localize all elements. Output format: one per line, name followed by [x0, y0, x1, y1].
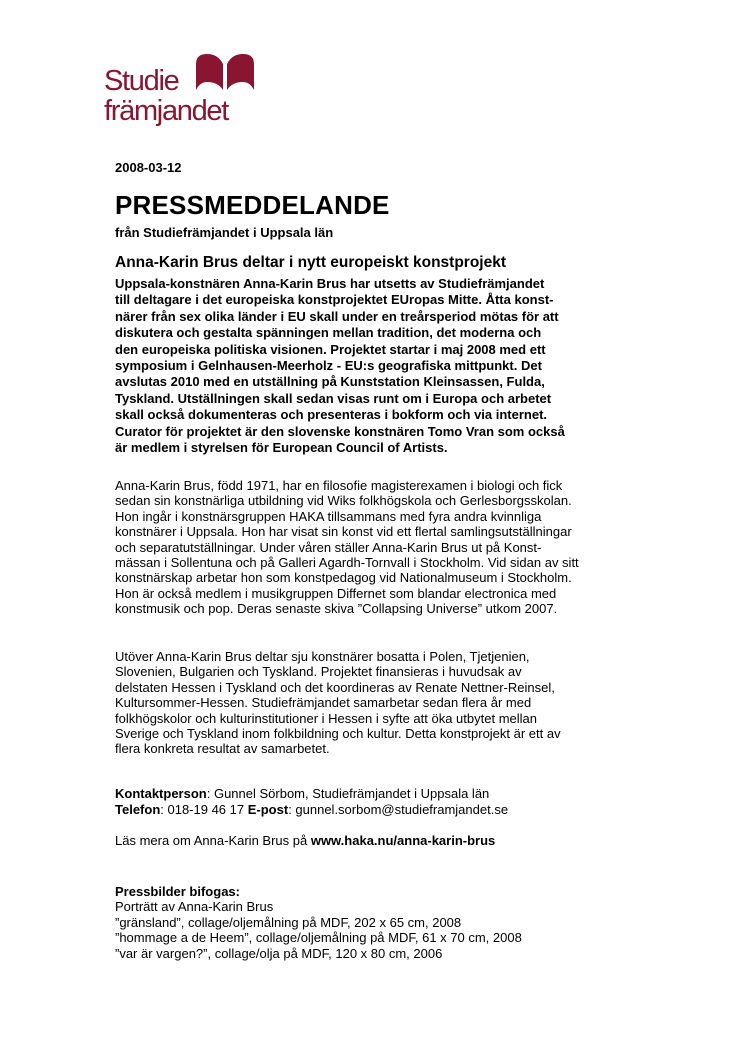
contact-person-row — [115, 786, 508, 802]
headline: Anna-Karin Brus deltar i nytt europeiskt konstprojekt — [115, 254, 507, 271]
paragraph-line: konstnärer i Uppsala. Hon har visat sin konst vid ett flertal samlingsutställningar — [115, 524, 572, 540]
lead-line: avslutas 2010 med en utställning på Kunststation Kleinsassen, Fulda, — [115, 374, 545, 390]
press-photo-item: ”hommage a de Heem”, collage/oljemålning på MDF, 61 x 70 cm, 2008 — [115, 930, 522, 946]
lead-line: Uppsala-konstnären Anna-Karin Brus har utsetts av Studiefrämjandet — [115, 276, 545, 291]
lead-line: Tyskland. Utställningen skall sedan visas runt om i Europa och arbetet — [115, 390, 552, 406]
read-more-text: Läs mera om Anna-Karin Brus på — [115, 833, 311, 848]
paragraph-line: och separatutställningar. Under våren ställer Anna-Karin Brus ut på Konst- — [115, 539, 542, 555]
contact-person-value: : Gunnel Sörbom, Studiefrämjandet i Uppsala län — [206, 786, 490, 801]
press-photo-item: Porträtt av Anna-Karin Brus — [115, 899, 274, 915]
paragraph-line: konstnärskap arbetar hon som konstpedagog vid Nationalmuseum i Stockholm. — [115, 570, 572, 586]
paragraph-line: Anna-Karin Brus, född 1971, har en filosofie magisterexamen i biologi och fick — [115, 478, 563, 493]
contact-phone-row — [115, 802, 508, 818]
press-photos-heading: Pressbilder bifogas: — [115, 884, 240, 899]
lead-line: till deltagare i det europeiska konstprojektet EUropas Mitte. Åtta konst- — [115, 292, 554, 308]
lead-line: skall också dokumenteras och presenteras i bokform och via internet. — [115, 407, 548, 423]
paragraph-line: konstmusik och pop. Deras senaste skiva ”Collapsing Universe” utkom 2007. — [115, 601, 558, 617]
paragraph-line: Utöver Anna-Karin Brus deltar sju konstnärer bosatta i Polen, Tjetjenien, — [115, 649, 530, 664]
paragraph-line: Hon ingår i konstnärsgruppen HAKA tillsammans med fyra andra kvinnliga — [115, 508, 542, 524]
phone-value: : 018-19 46 17 — [160, 802, 248, 817]
read-more — [115, 833, 495, 848]
contact-person-label: Kontaktperson — [115, 786, 207, 801]
paragraph-line: Sverige och Tyskland inom folkbildning och kultur. Detta konstprojekt är ett av — [115, 726, 561, 742]
logo-line-1: Studie — [104, 65, 179, 97]
press-photo-item: ”var är vargen?”, collage/olja på MDF, 120 x 80 cm, 2006 — [115, 945, 443, 961]
email-value[interactable]: : gunnel.sorbom@studieframjandet.se — [288, 802, 509, 817]
paragraph-line: Slovenien, Bulgarien och Tyskland. Projektet finansieras i huvudsak av — [115, 664, 522, 680]
lead-line: den europeiska politiska visionen. Projektet startar i maj 2008 med ett — [115, 341, 546, 357]
paragraph-line: folkhögskolor och kulturinstitutioner i Hessen i syfte att öka utbytet mellan — [115, 710, 537, 726]
contact-info — [115, 786, 508, 818]
paragraph-line: flera konkreta resultat av samarbetet. — [115, 741, 330, 757]
lead-line: symposium i Gelnhausen-Meerholz - EU:s geografiska mittpunkt. Det — [115, 358, 542, 374]
lead-line: diskutera och gestalta spänningen mellan tradition, det moderna och — [115, 325, 542, 341]
body-paragraph-2 — [115, 649, 561, 757]
paragraph-line: Hon är också medlem i musikgruppen Differnet som blandar electronica med — [115, 585, 557, 601]
lead-paragraph — [115, 276, 565, 456]
paragraph-line: mässan i Sollentuna och på Galleri Agardh-Tornvall i Stockholm. Vid sidan av sitt — [115, 555, 579, 571]
book-logo-icon — [192, 52, 258, 92]
studieframjandet-logo — [104, 50, 264, 140]
press-photos — [115, 884, 522, 961]
haka-link[interactable]: www.haka.nu/anna-karin-brus — [310, 833, 496, 848]
logo-line-2: främjandet — [104, 95, 229, 127]
lead-line: är medlem i styrelsen för European Council of Artists. — [115, 440, 448, 456]
body-paragraph-1 — [115, 478, 579, 617]
subtitle: från Studiefrämjandet i Uppsala län — [115, 225, 334, 240]
paragraph-line: sedan sin konstnärliga utbildning vid Wiks folkhögskola och Gerlesborgsskolan. — [115, 493, 572, 509]
email-label: E-post — [247, 802, 289, 817]
page-title: PRESSMEDDELANDE — [115, 190, 390, 220]
release-date: 2008-03-12 — [115, 160, 182, 175]
press-photo-item: ”gränsland”, collage/oljemålning på MDF, 202 x 65 cm, 2008 — [115, 914, 462, 930]
phone-label: Telefon — [115, 802, 161, 817]
lead-line: närer från sex olika länder i EU skall under en treårsperiod mötas för att — [115, 308, 559, 324]
paragraph-line: delstaten Hessen i Tyskland och det koordineras av Renate Nettner-Reinsel, — [115, 679, 555, 695]
paragraph-line: Kultursommer-Hessen. Studiefrämjandet samarbetar sedan flera år med — [115, 695, 532, 711]
lead-line: Curator för projektet är den slovenske konstnären Tomo Vran som också — [115, 423, 565, 439]
